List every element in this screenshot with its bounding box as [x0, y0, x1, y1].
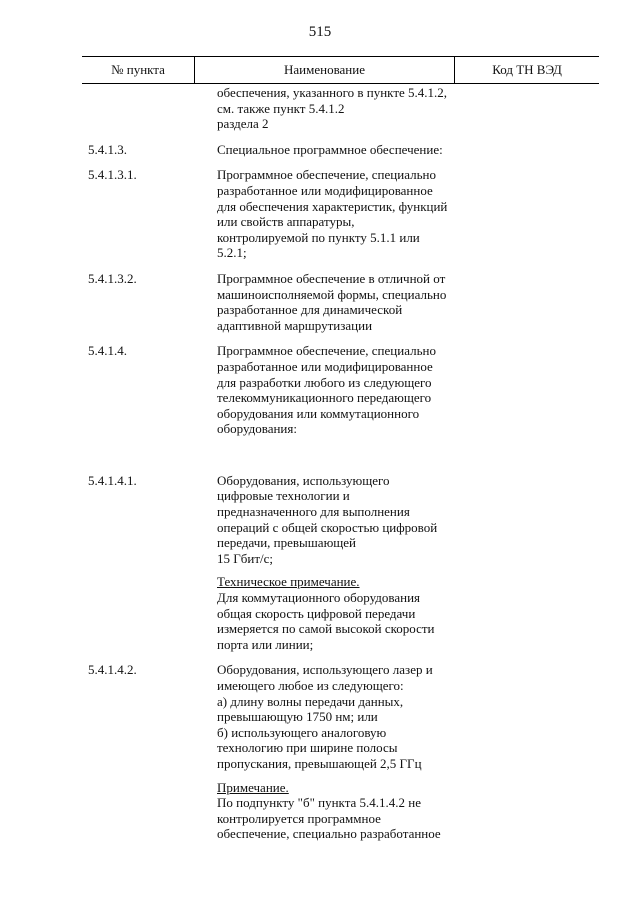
table-row: [0, 167, 640, 261]
note-title: Примечание.: [217, 779, 289, 795]
table-row: [0, 473, 640, 653]
text-line: адаптивной маршрутизации: [217, 317, 373, 333]
page-number: 515: [308, 24, 332, 40]
text-line: разработанное или модифицированное: [217, 358, 433, 374]
table-row: [0, 85, 640, 132]
text-line: превышающую 1750 нм; или: [217, 709, 378, 725]
item-number: 5.4.1.4.1.: [88, 472, 137, 488]
text-line: 5.2.1;: [217, 245, 247, 261]
text-line: Оборудования, использующего лазер и: [217, 662, 433, 678]
item-name: [217, 473, 487, 653]
text-line: Программное обеспечение, специально: [217, 343, 436, 359]
technical-note-title: Техническое примечание.: [217, 574, 360, 590]
text-line: телекоммуникационного передающего: [217, 390, 432, 406]
table-row: [0, 343, 640, 437]
text-line: Программное обеспечение, специально: [217, 167, 436, 183]
text-line: см. также пункт 5.4.1.2: [217, 100, 345, 116]
note-line: общая скорость цифровой передачи: [217, 605, 416, 621]
item-name: [217, 85, 487, 132]
text-line: Программное обеспечение в отличной от: [217, 270, 446, 286]
text-line: пропускания, превышающей 2,5 ГГц: [217, 755, 422, 771]
text-line: оборудования или коммутационного: [217, 405, 420, 421]
text-line: раздела 2: [217, 116, 269, 132]
item-name: [217, 167, 487, 261]
text-line: Оборудования, использующего: [217, 472, 390, 488]
table-row: [0, 271, 640, 333]
item-number: 5.4.1.4.: [88, 343, 127, 359]
text-line: машиноисполняемой формы, специально: [217, 286, 447, 302]
text-line: имеющего любое из следующего:: [217, 678, 404, 693]
item-name: [217, 343, 487, 437]
item-name: [217, 142, 487, 158]
text-line: цифровые технологии и: [217, 488, 350, 504]
header-code: Код ТН ВЭД: [492, 62, 562, 77]
item-number: 5.4.1.3.2.: [88, 270, 137, 286]
text-line: или свойств аппаратуры,: [217, 214, 355, 230]
text-line: разработанное для динамической: [217, 302, 403, 318]
note-line: По подпункту "б" пункта 5.4.1.4.2 не: [217, 795, 422, 811]
text-line: 15 Гбит/с;: [217, 550, 274, 566]
text-line: для разработки любого из следующего: [217, 374, 432, 390]
table-row: [0, 662, 640, 842]
text-line: оборудования:: [217, 421, 297, 437]
item-name: [217, 271, 487, 333]
table-row: [0, 142, 640, 158]
item-number: 5.4.1.3.1.: [88, 167, 137, 183]
text-line: контролируемой по пункту 5.1.1 или: [217, 229, 420, 245]
text-line: передачи, превышающей: [217, 535, 357, 551]
item-number: 5.4.1.3.: [88, 141, 127, 157]
text-line: разработанное или модифицированное: [217, 182, 433, 198]
text-line: для обеспечения характеристик, функций: [217, 198, 448, 214]
note-line: измеряется по самой высокой скорости: [217, 621, 435, 637]
text-line: а) длину волны передачи данных,: [217, 693, 404, 709]
note-line: порта или линии;: [217, 636, 314, 652]
header-name: Наименование: [284, 62, 365, 77]
note-line: обеспечение, специально разработанное: [217, 826, 441, 842]
text-line: технологию при ширине полосы: [217, 740, 398, 756]
item-name: [217, 662, 487, 842]
header-number: № пункта: [111, 62, 165, 77]
table-body: [0, 85, 640, 842]
text-line: предназначенного для выполнения: [217, 504, 410, 520]
item-number: 5.4.1.4.2.: [88, 662, 137, 678]
text-line: обеспечения, указанного в пункте 5.4.1.2,: [217, 85, 448, 100]
note-line: контролируется программное: [217, 810, 381, 826]
text-line: операций с общей скоростью цифровой: [217, 519, 438, 535]
note-line: Для коммутационного оборудования: [217, 590, 421, 606]
text-line: Специальное программное обеспечение:: [217, 141, 443, 157]
table-header: [82, 56, 599, 84]
text-line: б) использующего аналоговую: [217, 724, 387, 740]
